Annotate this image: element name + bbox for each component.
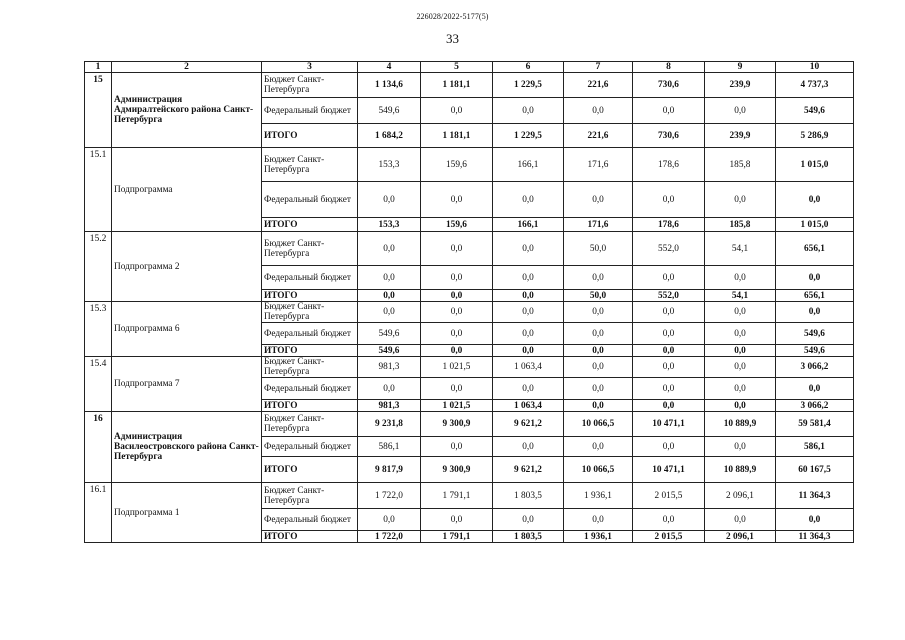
value-cell: 2 015,5 <box>633 483 705 509</box>
funding-source: Федеральный бюджет <box>262 98 358 124</box>
value-cell: 0,0 <box>633 266 705 290</box>
column-number-row <box>85 62 854 73</box>
value-cell: 0,0 <box>421 323 493 345</box>
item-number: 15 <box>85 73 112 148</box>
total-value-cell: 0,0 <box>776 509 854 531</box>
value-cell: 0,0 <box>705 266 776 290</box>
value-cell: 0,0 <box>633 357 705 378</box>
value-cell: 1 722,0 <box>358 483 421 509</box>
value-cell: 1 063,4 <box>493 400 564 412</box>
value-cell: 1 181,1 <box>421 73 493 98</box>
value-cell: 1 021,5 <box>421 357 493 378</box>
value-cell: 552,0 <box>633 232 705 266</box>
value-cell: 0,0 <box>358 266 421 290</box>
value-cell: 50,0 <box>564 290 633 302</box>
column-number-cell: 3 <box>262 62 358 73</box>
funding-source: Федеральный бюджет <box>262 182 358 218</box>
funding-source: Бюджет Санкт-Петербурга <box>262 483 358 509</box>
value-cell: 1 791,1 <box>421 531 493 543</box>
value-cell: 0,0 <box>421 182 493 218</box>
value-cell: 10 471,1 <box>633 457 705 483</box>
value-cell: 0,0 <box>705 509 776 531</box>
value-cell: 0,0 <box>493 437 564 457</box>
total-value-cell: 0,0 <box>776 302 854 323</box>
value-cell: 549,6 <box>358 323 421 345</box>
total-value-cell: 0,0 <box>776 266 854 290</box>
program-name: Администрация Василеостровского района Санкт-Петербурга <box>112 412 262 483</box>
value-cell: 153,3 <box>358 148 421 182</box>
table-row <box>85 302 854 323</box>
value-cell: 552,0 <box>633 290 705 302</box>
table-row <box>85 232 854 266</box>
total-value-cell: 3 066,2 <box>776 400 854 412</box>
total-value-cell: 59 581,4 <box>776 412 854 437</box>
table-body <box>85 62 854 543</box>
total-value-cell: 1 015,0 <box>776 148 854 182</box>
value-cell: 0,0 <box>421 378 493 400</box>
value-cell: 0,0 <box>564 98 633 124</box>
value-cell: 171,6 <box>564 218 633 232</box>
total-value-cell: 549,6 <box>776 98 854 124</box>
value-cell: 0,0 <box>564 182 633 218</box>
funding-source: Бюджет Санкт-Петербурга <box>262 148 358 182</box>
value-cell: 0,0 <box>421 437 493 457</box>
funding-source: Бюджет Санкт-Петербурга <box>262 302 358 323</box>
column-number-cell: 7 <box>564 62 633 73</box>
value-cell: 0,0 <box>705 98 776 124</box>
funding-source: ИТОГО <box>262 290 358 302</box>
total-value-cell: 1 015,0 <box>776 218 854 232</box>
value-cell: 2 096,1 <box>705 483 776 509</box>
page-number: 33 <box>446 31 459 46</box>
total-value-cell: 4 737,3 <box>776 73 854 98</box>
value-cell: 0,0 <box>421 509 493 531</box>
value-cell: 10 066,5 <box>564 457 633 483</box>
total-value-cell: 656,1 <box>776 232 854 266</box>
value-cell: 1 803,5 <box>493 531 564 543</box>
value-cell: 0,0 <box>633 323 705 345</box>
program-name: Администрация Адмиралтейского района Санкт-Петербурга <box>112 73 262 148</box>
value-cell: 9 817,9 <box>358 457 421 483</box>
value-cell: 10 889,9 <box>705 457 776 483</box>
total-value-cell: 11 364,3 <box>776 483 854 509</box>
value-cell: 9 231,8 <box>358 412 421 437</box>
table-row <box>85 148 854 182</box>
value-cell: 1 936,1 <box>564 531 633 543</box>
funding-source: Федеральный бюджет <box>262 437 358 457</box>
value-cell: 0,0 <box>421 290 493 302</box>
column-number-cell: 1 <box>85 62 112 73</box>
value-cell: 1 181,1 <box>421 124 493 148</box>
value-cell: 0,0 <box>633 437 705 457</box>
funding-source: ИТОГО <box>262 457 358 483</box>
value-cell: 0,0 <box>493 302 564 323</box>
item-number: 15.4 <box>85 357 112 412</box>
value-cell: 730,6 <box>633 124 705 148</box>
value-cell: 178,6 <box>633 218 705 232</box>
funding-source: Бюджет Санкт-Петербурга <box>262 73 358 98</box>
value-cell: 178,6 <box>633 148 705 182</box>
value-cell: 0,0 <box>564 323 633 345</box>
value-cell: 166,1 <box>493 148 564 182</box>
budget-table <box>84 61 854 543</box>
total-value-cell: 0,0 <box>776 378 854 400</box>
value-cell: 0,0 <box>633 378 705 400</box>
value-cell: 0,0 <box>705 345 776 357</box>
value-cell: 0,0 <box>705 182 776 218</box>
value-cell: 54,1 <box>705 232 776 266</box>
funding-source: Федеральный бюджет <box>262 509 358 531</box>
value-cell: 0,0 <box>633 302 705 323</box>
value-cell: 221,6 <box>564 124 633 148</box>
value-cell: 1 134,6 <box>358 73 421 98</box>
value-cell: 0,0 <box>493 378 564 400</box>
column-number-cell: 10 <box>776 62 854 73</box>
value-cell: 0,0 <box>564 509 633 531</box>
column-number-cell: 9 <box>705 62 776 73</box>
value-cell: 0,0 <box>493 98 564 124</box>
funding-source: ИТОГО <box>262 345 358 357</box>
value-cell: 0,0 <box>633 98 705 124</box>
value-cell: 185,8 <box>705 148 776 182</box>
total-value-cell: 549,6 <box>776 345 854 357</box>
funding-source: Федеральный бюджет <box>262 266 358 290</box>
table-row <box>85 73 854 98</box>
table-row <box>85 412 854 437</box>
value-cell: 0,0 <box>564 345 633 357</box>
value-cell: 0,0 <box>705 357 776 378</box>
value-cell: 0,0 <box>421 345 493 357</box>
funding-source: ИТОГО <box>262 400 358 412</box>
item-number: 15.3 <box>85 302 112 357</box>
value-cell: 0,0 <box>421 266 493 290</box>
value-cell: 0,0 <box>493 290 564 302</box>
program-name: Подпрограмма 1 <box>112 483 262 543</box>
total-value-cell: 549,6 <box>776 323 854 345</box>
value-cell: 2 015,5 <box>633 531 705 543</box>
value-cell: 9 300,9 <box>421 412 493 437</box>
value-cell: 0,0 <box>633 182 705 218</box>
value-cell: 221,6 <box>564 73 633 98</box>
value-cell: 0,0 <box>564 266 633 290</box>
value-cell: 0,0 <box>633 400 705 412</box>
total-value-cell: 3 066,2 <box>776 357 854 378</box>
value-cell: 981,3 <box>358 357 421 378</box>
value-cell: 0,0 <box>633 509 705 531</box>
funding-source: Федеральный бюджет <box>262 323 358 345</box>
value-cell: 153,3 <box>358 218 421 232</box>
funding-source: Бюджет Санкт-Петербурга <box>262 412 358 437</box>
column-number-cell: 8 <box>633 62 705 73</box>
value-cell: 171,6 <box>564 148 633 182</box>
value-cell: 10 889,9 <box>705 412 776 437</box>
total-value-cell: 5 286,9 <box>776 124 854 148</box>
value-cell: 159,6 <box>421 218 493 232</box>
value-cell: 0,0 <box>421 98 493 124</box>
value-cell: 0,0 <box>358 378 421 400</box>
item-number: 16 <box>85 412 112 483</box>
value-cell: 0,0 <box>633 345 705 357</box>
column-number-cell: 5 <box>421 62 493 73</box>
total-value-cell: 0,0 <box>776 182 854 218</box>
column-number-cell: 6 <box>493 62 564 73</box>
value-cell: 0,0 <box>358 182 421 218</box>
item-number: 15.1 <box>85 148 112 232</box>
value-cell: 0,0 <box>705 437 776 457</box>
funding-source: Бюджет Санкт-Петербурга <box>262 357 358 378</box>
value-cell: 1 791,1 <box>421 483 493 509</box>
column-number-cell: 2 <box>112 62 262 73</box>
value-cell: 0,0 <box>358 232 421 266</box>
funding-source: Федеральный бюджет <box>262 378 358 400</box>
value-cell: 730,6 <box>633 73 705 98</box>
value-cell: 239,9 <box>705 73 776 98</box>
value-cell: 0,0 <box>705 378 776 400</box>
value-cell: 549,6 <box>358 345 421 357</box>
value-cell: 0,0 <box>564 400 633 412</box>
program-name: Подпрограмма 6 <box>112 302 262 357</box>
value-cell: 0,0 <box>493 345 564 357</box>
funding-source: ИТОГО <box>262 124 358 148</box>
value-cell: 239,9 <box>705 124 776 148</box>
value-cell: 0,0 <box>358 302 421 323</box>
item-number: 15.2 <box>85 232 112 302</box>
value-cell: 0,0 <box>421 232 493 266</box>
value-cell: 549,6 <box>358 98 421 124</box>
total-value-cell: 586,1 <box>776 437 854 457</box>
funding-source: ИТОГО <box>262 218 358 232</box>
value-cell: 0,0 <box>358 290 421 302</box>
value-cell: 54,1 <box>705 290 776 302</box>
value-cell: 0,0 <box>564 437 633 457</box>
value-cell: 1 063,4 <box>493 357 564 378</box>
value-cell: 1 722,0 <box>358 531 421 543</box>
value-cell: 1 684,2 <box>358 124 421 148</box>
table-row <box>85 357 854 378</box>
value-cell: 586,1 <box>358 437 421 457</box>
value-cell: 0,0 <box>493 182 564 218</box>
document-id: 226028/2022-5177(5) <box>416 12 489 21</box>
value-cell: 981,3 <box>358 400 421 412</box>
value-cell: 0,0 <box>564 378 633 400</box>
value-cell: 166,1 <box>493 218 564 232</box>
value-cell: 0,0 <box>564 357 633 378</box>
value-cell: 1 229,5 <box>493 73 564 98</box>
value-cell: 0,0 <box>358 509 421 531</box>
value-cell: 9 621,2 <box>493 412 564 437</box>
total-value-cell: 60 167,5 <box>776 457 854 483</box>
value-cell: 9 300,9 <box>421 457 493 483</box>
value-cell: 1 229,5 <box>493 124 564 148</box>
program-name: Подпрограмма 7 <box>112 357 262 412</box>
value-cell: 0,0 <box>493 323 564 345</box>
table-row <box>85 483 854 509</box>
value-cell: 0,0 <box>705 302 776 323</box>
value-cell: 0,0 <box>564 302 633 323</box>
value-cell: 2 096,1 <box>705 531 776 543</box>
value-cell: 1 021,5 <box>421 400 493 412</box>
item-number: 16.1 <box>85 483 112 543</box>
value-cell: 1 936,1 <box>564 483 633 509</box>
value-cell: 1 803,5 <box>493 483 564 509</box>
value-cell: 0,0 <box>493 266 564 290</box>
program-name: Подпрограмма <box>112 148 262 232</box>
value-cell: 159,6 <box>421 148 493 182</box>
total-value-cell: 11 364,3 <box>776 531 854 543</box>
value-cell: 0,0 <box>421 302 493 323</box>
column-number-cell: 4 <box>358 62 421 73</box>
total-value-cell: 656,1 <box>776 290 854 302</box>
value-cell: 9 621,2 <box>493 457 564 483</box>
value-cell: 50,0 <box>564 232 633 266</box>
value-cell: 0,0 <box>493 509 564 531</box>
funding-source: ИТОГО <box>262 531 358 543</box>
value-cell: 185,8 <box>705 218 776 232</box>
funding-source: Бюджет Санкт-Петербурга <box>262 232 358 266</box>
program-name: Подпрограмма 2 <box>112 232 262 302</box>
value-cell: 0,0 <box>705 323 776 345</box>
value-cell: 10 471,1 <box>633 412 705 437</box>
value-cell: 0,0 <box>705 400 776 412</box>
value-cell: 0,0 <box>493 232 564 266</box>
value-cell: 10 066,5 <box>564 412 633 437</box>
